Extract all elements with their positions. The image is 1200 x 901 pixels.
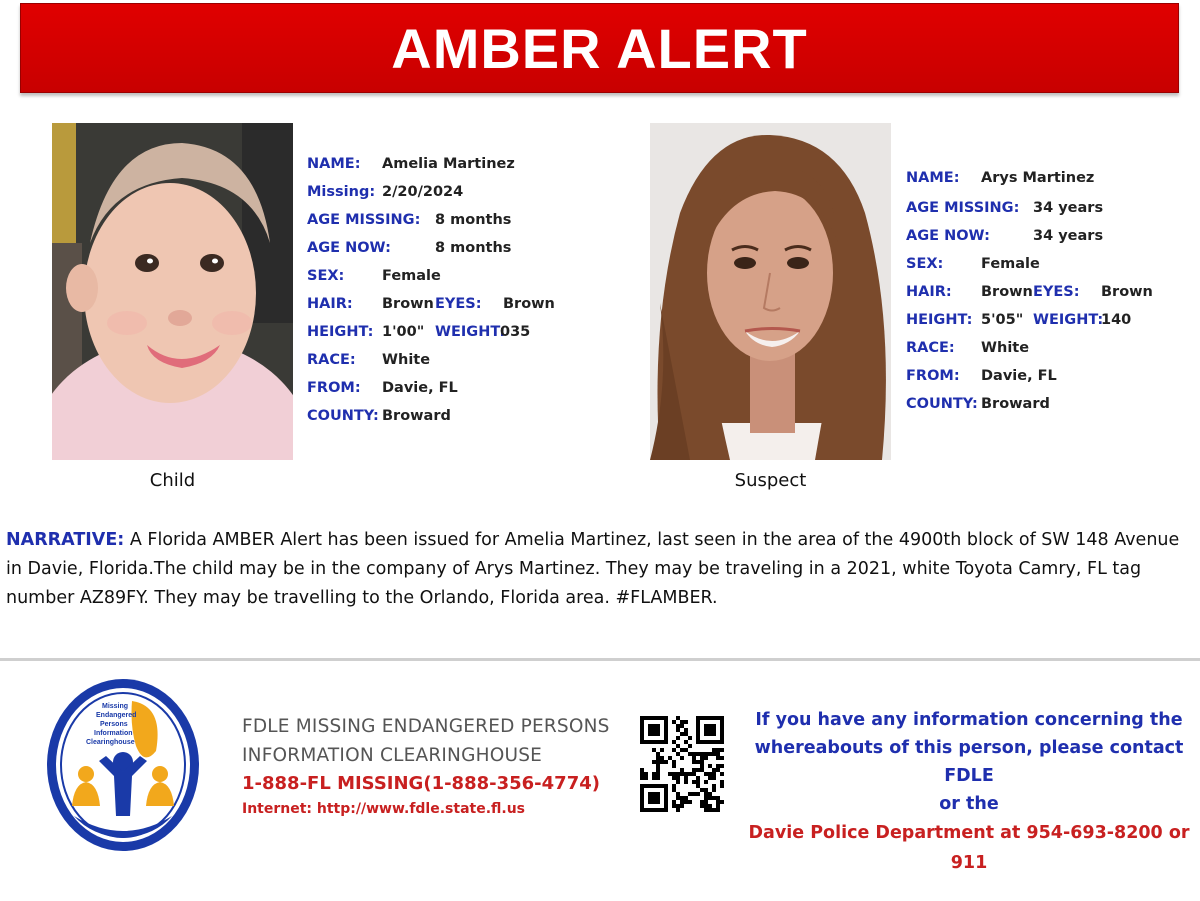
child-hair-label: HAIR: [307, 296, 353, 312]
narrative [6, 526, 1186, 613]
fdle-phone: 1-888-FL MISSING(1-888-356-4774) [242, 773, 600, 794]
suspect-county-label: COUNTY: [906, 396, 978, 412]
child-race-value: White [382, 352, 431, 368]
alert-title: AMBER ALERT [391, 16, 808, 80]
contact-info [738, 706, 1200, 878]
suspect-height-label: HEIGHT: [906, 312, 973, 328]
suspect-from-value: Davie, FL [981, 368, 1057, 384]
child-hair-value: Brown [382, 296, 434, 312]
suspect-weight-label: WEIGHT: [1033, 312, 1104, 328]
child-sex-value: Female [382, 268, 441, 284]
child-county-label: COUNTY: [307, 408, 379, 424]
child-age-now-value: 8 months [435, 240, 512, 256]
suspect-info-panel [906, 170, 1196, 430]
fdle-internet-link[interactable]: Internet: http://www.fdle.state.fl.us [242, 801, 526, 817]
suspect-age-now-value: 34 years [1033, 228, 1104, 244]
suspect-height-value: 5'05" [981, 312, 1024, 328]
svg-text:Information: Information [94, 730, 133, 737]
suspect-county-value: Broward [981, 396, 1050, 412]
child-age-missing-value: 8 months [435, 212, 512, 228]
suspect-eyes-value: Brown [1101, 284, 1153, 300]
suspect-weight-value: 140 [1101, 312, 1132, 328]
suspect-age-missing-label: AGE MISSING: [906, 200, 1020, 216]
child-photo [52, 123, 293, 460]
suspect-age-now-label: AGE NOW: [906, 228, 990, 244]
fdle-org-line1: FDLE MISSING ENDANGERED PERSONS [242, 716, 610, 737]
child-sex-label: SEX: [307, 268, 345, 284]
child-height-label: HEIGHT: [307, 324, 374, 340]
suspect-name-label: NAME: [906, 170, 960, 186]
suspect-name-value: Arys Martinez [981, 170, 1095, 186]
suspect-race-label: RACE: [906, 340, 955, 356]
suspect-age-missing-value: 34 years [1033, 200, 1104, 216]
svg-text:Persons: Persons [100, 721, 128, 728]
fdle-clearinghouse-logo [44, 676, 202, 854]
contact-line-2: whereabouts of this person, please contact FDLE [754, 738, 1184, 786]
child-caption: Child [149, 470, 196, 491]
suspect-caption: Suspect [734, 470, 807, 491]
child-eyes-label: EYES: [435, 296, 482, 312]
contact-line-4: Davie Police Department at 954-693-8200 or 911 [748, 823, 1190, 873]
suspect-sex-label: SEX: [906, 256, 944, 272]
contact-line-1: If you have any information concerning the [755, 710, 1183, 730]
child-info-panel [307, 156, 607, 446]
suspect-photo [650, 123, 891, 460]
narrative-text: A Florida AMBER Alert has been issued for Amelia Martinez, last seen in the area of the 4900th block of SW 148 Avenue in Davie, Florida.The child may be in the company of Arys Martinez. They may be traveling in a 2021, white Toyota Camry, FL tag number AZ89FY. They may be travelling to the Orlando, Florida area. #FLAMBER. [6, 530, 1180, 608]
child-age-now-label: AGE NOW: [307, 240, 391, 256]
suspect-sex-value: Female [981, 256, 1040, 272]
child-age-missing-label: AGE MISSING: [307, 212, 421, 228]
contact-line-3: or the [939, 794, 999, 814]
child-race-label: RACE: [307, 352, 356, 368]
svg-text:Endangered: Endangered [96, 712, 137, 719]
suspect-race-value: White [981, 340, 1030, 356]
narrative-label: NARRATIVE: [6, 530, 125, 550]
suspect-eyes-label: EYES: [1033, 284, 1080, 300]
suspect-from-label: FROM: [906, 368, 960, 384]
alert-banner [20, 3, 1179, 93]
child-from-label: FROM: [307, 380, 361, 396]
svg-text:Clearinghouse: Clearinghouse [86, 739, 135, 746]
child-name-label: NAME: [307, 156, 361, 172]
child-weight-label: WEIGHT: [435, 324, 506, 340]
footer-divider [0, 658, 1200, 661]
svg-text:Missing: Missing [102, 703, 129, 710]
suspect-hair-value: Brown [981, 284, 1033, 300]
child-name-value: Amelia Martinez [382, 156, 515, 172]
child-weight-value: 035 [500, 324, 531, 340]
child-missing-label: Missing: [307, 184, 376, 200]
qr-code[interactable] [640, 716, 724, 812]
child-from-value: Davie, FL [382, 380, 458, 396]
child-missing-value: 2/20/2024 [382, 184, 464, 200]
child-county-value: Broward [382, 408, 451, 424]
fdle-org-line2: INFORMATION CLEARINGHOUSE [242, 745, 543, 766]
child-height-value: 1'00" [382, 324, 425, 340]
child-eyes-value: Brown [503, 296, 555, 312]
suspect-hair-label: HAIR: [906, 284, 952, 300]
fdle-info [242, 712, 622, 820]
